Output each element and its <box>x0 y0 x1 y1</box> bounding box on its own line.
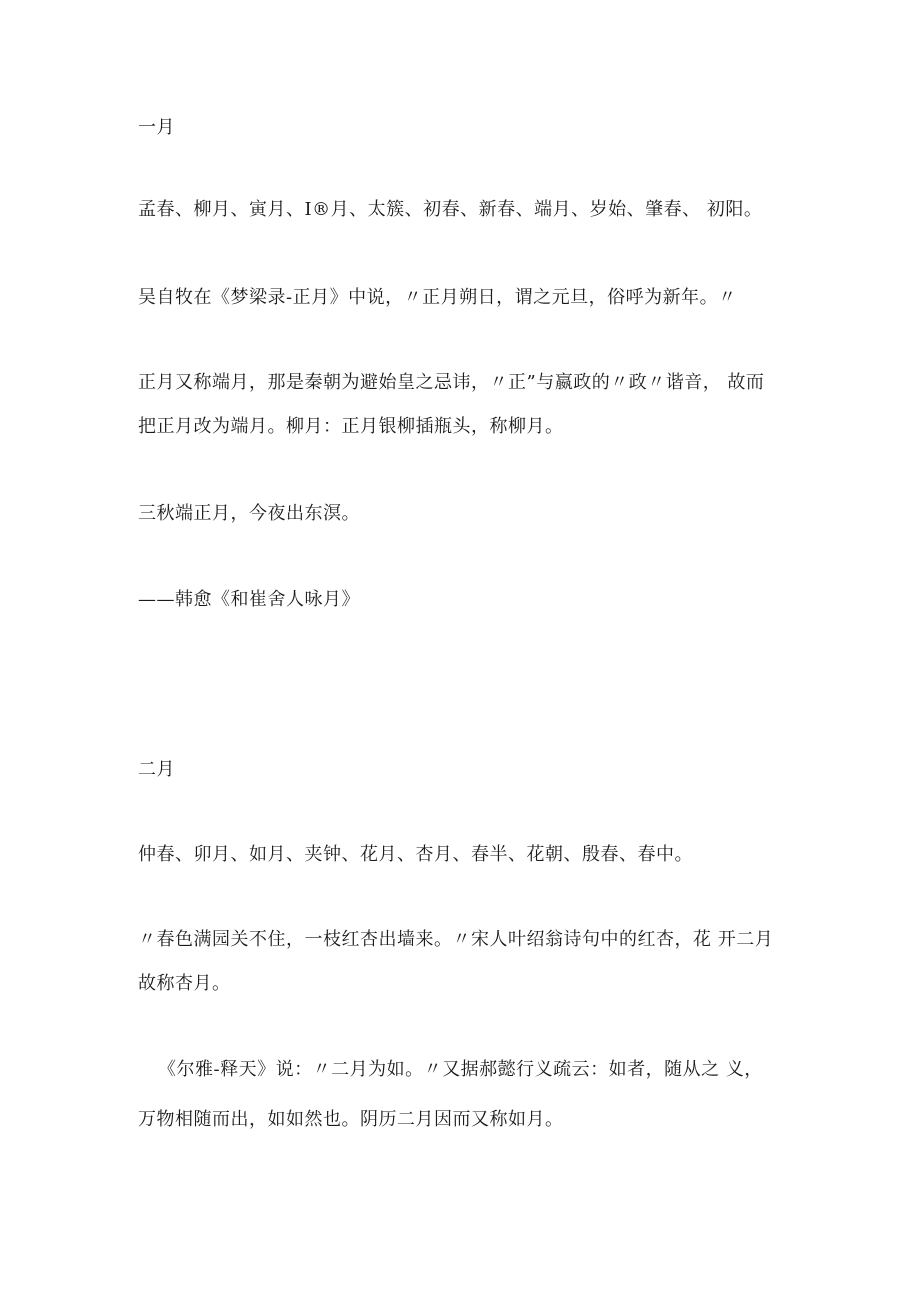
xingyue-explanation-line-2: 故称杏月。 <box>138 973 231 994</box>
mengliang-lu-quote: 吴自牧在《梦梁录-正月》中说，〃正月朔日，谓之元旦，俗呼为新年。〃 <box>138 287 737 308</box>
poem-attribution: ——韩愈《和崔舍人咏月》 <box>138 589 360 610</box>
duanyue-explanation-line-1: 正月又称端月，那是秦朝为避始皇之忌讳，〃正”与嬴政的〃政〃谐音， 故而 <box>138 372 765 393</box>
section-heading-january: 一月 <box>138 117 175 138</box>
duanyue-explanation-line-2: 把正月改为端月。柳月：正月银柳插瓶头，称柳月。 <box>138 416 564 437</box>
xingyue-explanation-line-1: 〃春色满园关不住，一枝红杏出墙来。〃宋人叶绍翁诗句中的红杏，花 开二月 <box>138 929 774 950</box>
ruyue-explanation-line-2: 万物相随而出，如如然也。阴历二月因而又称如月。 <box>138 1109 564 1130</box>
poem-line: 三秋端正月，今夜出东溟。 <box>138 503 360 524</box>
january-alternate-names: 孟春、柳月、寅月、I®月、太簇、初春、新春、端月、岁始、肇春、 初阳。 <box>138 199 763 220</box>
february-alternate-names: 仲春、卯月、如月、夹钟、花月、杏月、春半、花朝、殷春、春中。 <box>138 844 693 865</box>
ruyue-explanation-line-1: 《尔雅-释天》说：〃二月为如。〃又据郝懿行义疏云：如者，随从之 义， <box>158 1059 763 1080</box>
section-heading-february: 二月 <box>138 759 175 780</box>
